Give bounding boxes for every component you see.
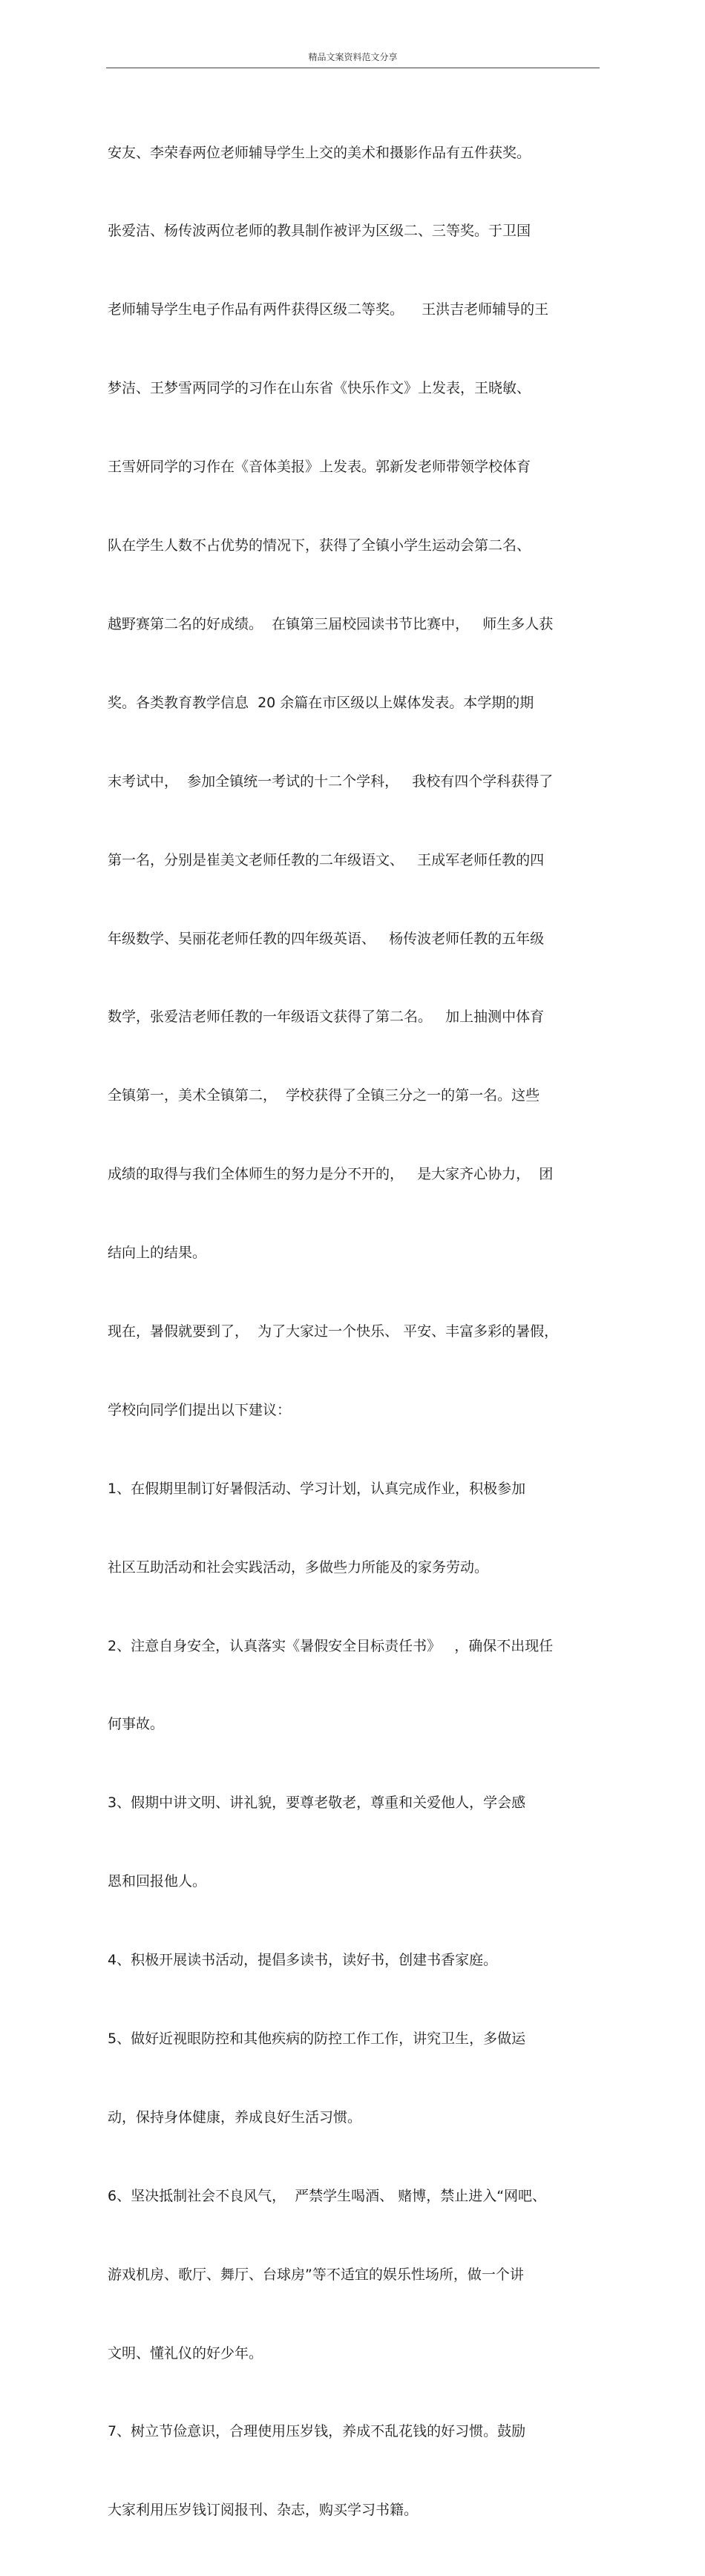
page-header-title: 精品文案资料范文分享 bbox=[308, 52, 398, 62]
text-line: 5、做好近视眼防控和其他疾病的防控工作工作，讲究卫生，多做运 bbox=[108, 2030, 526, 2047]
text-line: 恩和回报他人。 bbox=[108, 1873, 207, 1890]
text-line: 王雪妍同学的习作在《音体美报》上发表。郭新发老师带领学校体育 bbox=[108, 459, 531, 476]
text-line: 2、注意自身安全，认真落实《暑假安全目标责任书》 ，确保不出现任 bbox=[108, 1637, 554, 1654]
document-body bbox=[108, 88, 612, 2576]
text-line: 全镇第一，美术全镇第二， 学校获得了全镇三分之一的第一名。这些 bbox=[108, 1087, 540, 1104]
text-line: 1、在假期里制订好暑假活动、学习计划，认真完成作业，积极参加 bbox=[108, 1480, 526, 1497]
text-line: 6、坚决抵制社会不良风气， 严禁学生喝酒、 赌博，禁止进入“网吧、 bbox=[108, 2187, 547, 2204]
text-line: 7、树立节俭意识，合理使用压岁钱，养成不乱花钱的好习惯。鼓励 bbox=[108, 2423, 526, 2440]
text-line: 结向上的结果。 bbox=[108, 1245, 207, 1262]
text-line: 成绩的取得与我们全体师生的努力是分不开的， 是大家齐心协力， 团 bbox=[108, 1166, 554, 1183]
text-line: 大家利用压岁钱订阅报刊、杂志，购买学习书籍。 bbox=[108, 2502, 419, 2519]
text-line: 越野赛第二名的好成绩。 在镇第三届校园读书节比赛中， 师生多人获 bbox=[108, 615, 554, 632]
text-line: 张爱洁、杨传波两位老师的教具制作被评为区级二、三等奖。于卫国 bbox=[108, 223, 531, 240]
text-line: 梦洁、王梦雪两同学的习作在山东省《快乐作文》上发表，王晓敏、 bbox=[108, 380, 531, 397]
text-line: 队在学生人数不占优势的情况下，获得了全镇小学生运动会第二名、 bbox=[108, 537, 531, 554]
text-line: 现在，暑假就要到了， 为了大家过一个快乐、 平安、丰富多彩的暑假， bbox=[108, 1323, 559, 1340]
text-line: 安友、李荣春两位老师辅导学生上交的美术和摄影作品有五件获奖。 bbox=[108, 144, 531, 161]
text-line: 奖。各类教育教学信息 20 余篇在市区级以上媒体发表。本学期的期 bbox=[108, 694, 534, 711]
text-line: 文明、懂礼仪的好少年。 bbox=[108, 2344, 263, 2362]
text-line: 4、积极开展读书活动，提倡多读书，读好书，创建书香家庭。 bbox=[108, 1952, 498, 1969]
text-line: 动，保持身体健康，养成良好生活习惯。 bbox=[108, 2108, 362, 2126]
text-line: 游戏机房、歌厅、舞厅、台球房”等不适宜的娱乐性场所，做一个讲 bbox=[108, 2266, 524, 2283]
text-line: 数学，张爱洁老师任教的一年级语文获得了第二名。 加上抽测中体育 bbox=[108, 1009, 545, 1026]
text-line: 第一名，分别是崔美文老师任教的二年级语文、 王成军老师任教的四 bbox=[108, 851, 545, 868]
text-line: 何事故。 bbox=[108, 1716, 165, 1733]
text-line: 3、假期中讲文明、讲礼貌，要尊老敬老，尊重和关爱他人，学会感 bbox=[108, 1795, 526, 1812]
text-line: 学校向同学们提出以下建议： bbox=[108, 1401, 292, 1418]
text-line: 末考试中， 参加全镇统一考试的十二个学科， 我校有四个学科获得了 bbox=[108, 773, 554, 790]
text-line: 年级数学、吴丽花老师任教的四年级英语、 杨传波老师任教的五年级 bbox=[108, 930, 545, 947]
text-line: 老师辅导学生电子作品有两件获得区级二等奖。 王洪吉老师辅导的王 bbox=[108, 301, 549, 318]
text-line: 社区互助活动和社会实践活动，多做些力所能及的家务劳动。 bbox=[108, 1559, 489, 1576]
